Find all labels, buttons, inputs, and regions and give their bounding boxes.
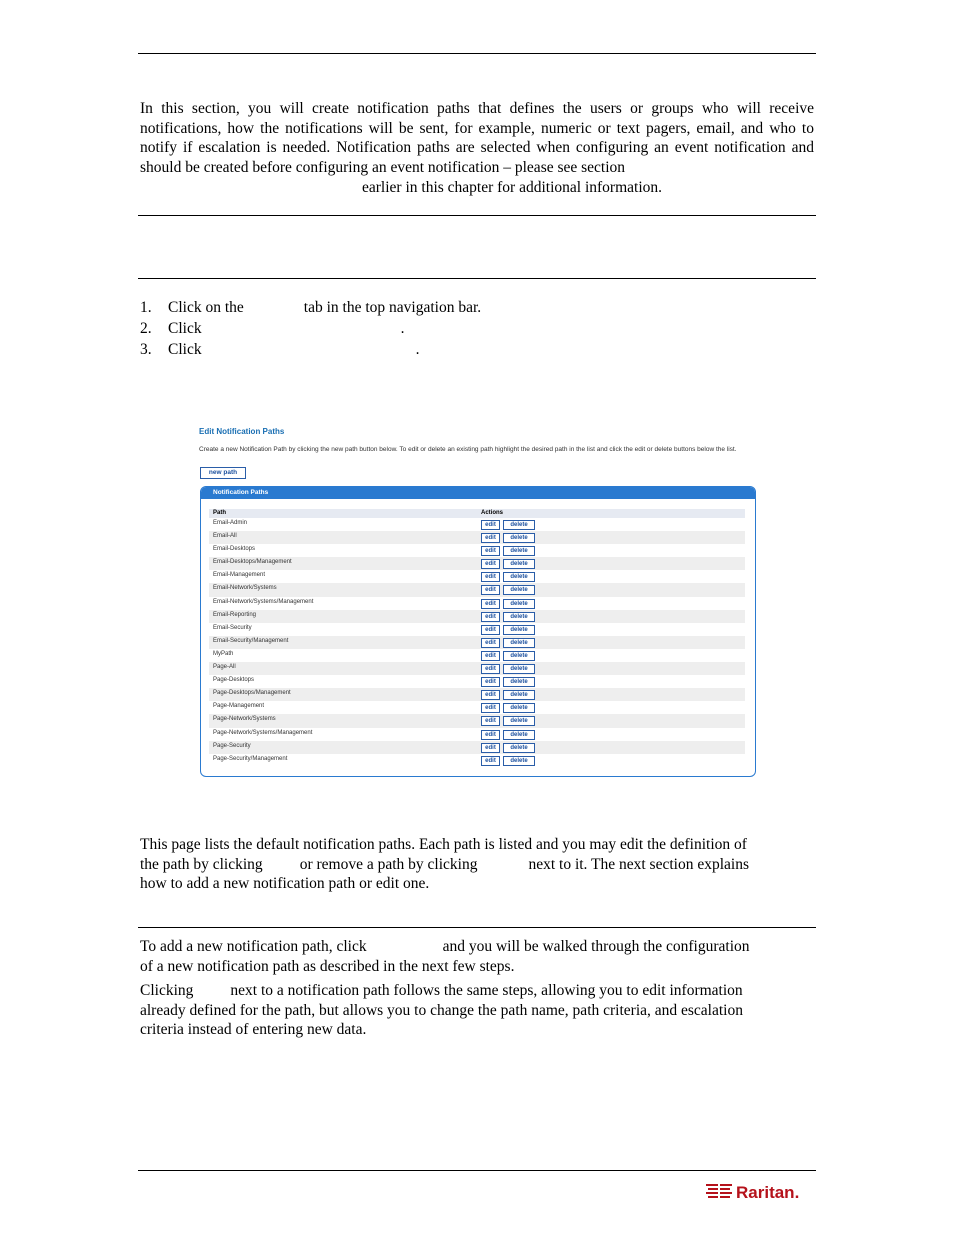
table-row[interactable]	[209, 623, 745, 636]
table-row[interactable]	[209, 714, 745, 727]
intro-text: In this section, you will create notification paths that defines the users or groups who will receive notifications, how the notifications will be sent, for example, numeric or text pagers, email, and who to notify if escalation is needed. Notification paths are selected when configuring an event notification and should be created before configuring an event notification – please see section	[140, 100, 814, 177]
top-rule	[138, 53, 816, 54]
panel-title: Notification Paths	[201, 487, 755, 499]
table-row[interactable]	[209, 597, 745, 610]
delete-button[interactable]: delete	[503, 585, 535, 595]
footer-rule	[138, 1170, 816, 1171]
delete-button[interactable]: delete	[503, 546, 535, 556]
edit-button[interactable]: edit	[481, 690, 500, 700]
raritan-logo	[706, 1180, 814, 1202]
delete-button[interactable]: delete	[503, 651, 535, 661]
step-1: 1. Click on the tab in the top navigation bar.	[140, 299, 482, 316]
step-3: 3. Click .	[140, 341, 420, 358]
delete-button[interactable]: delete	[503, 612, 535, 622]
delete-button[interactable]: delete	[503, 520, 535, 530]
screenshot-title: Edit Notification Paths	[199, 427, 285, 436]
table-row[interactable]	[209, 701, 745, 714]
new-path-button[interactable]: new path	[200, 467, 246, 479]
path-name: Email-Admin	[213, 520, 248, 526]
delete-button[interactable]: delete	[503, 572, 535, 582]
delete-button[interactable]: delete	[503, 716, 535, 726]
table-row[interactable]	[209, 544, 745, 557]
path-name: Page-Management	[213, 703, 265, 710]
edit-button[interactable]: edit	[481, 756, 500, 766]
path-name: Page-Network/Systems/Management	[213, 729, 313, 736]
path-name: Email-Management	[213, 572, 266, 579]
path-name: Page-Security/Management	[213, 755, 288, 762]
table-row[interactable]	[209, 636, 745, 649]
edit-button[interactable]: edit	[481, 612, 500, 622]
path-name: Email-Desktops	[213, 546, 256, 553]
path-name: Page-Desktops/Management	[213, 690, 291, 697]
table-row[interactable]	[209, 728, 745, 741]
delete-button[interactable]: delete	[503, 743, 535, 753]
delete-button[interactable]: delete	[503, 756, 535, 766]
edit-button[interactable]: edit	[481, 520, 500, 530]
edit-button[interactable]: edit	[481, 638, 500, 648]
section-rule-3	[138, 927, 816, 928]
path-name: Email-Security/Management	[213, 637, 289, 644]
edit-button[interactable]: edit	[481, 743, 500, 753]
edit-button[interactable]: edit	[481, 664, 500, 674]
edit-button[interactable]: edit	[481, 559, 500, 569]
intro-end-text: earlier in this chapter for additional information.	[362, 178, 662, 196]
paths-table	[209, 518, 745, 767]
body-paragraph-1: This page lists the default notification paths. Each path is listed and you may edit the definition of the path by clicking or remove a path by clicking next to it. The next section explains how to add a new notification path or edit one.	[140, 836, 749, 893]
delete-button[interactable]: delete	[503, 625, 535, 635]
delete-button[interactable]: delete	[503, 730, 535, 740]
step-2: 2. Click .	[140, 320, 405, 337]
delete-button[interactable]: delete	[503, 599, 535, 609]
section-rule-2	[138, 278, 816, 279]
column-actions: Actions	[481, 510, 504, 516]
path-name: Email-Desktops/Management	[213, 559, 292, 566]
edit-button[interactable]: edit	[481, 625, 500, 635]
path-name: Page-Network/Systems	[213, 716, 276, 723]
edit-button[interactable]: edit	[481, 572, 500, 582]
table-row[interactable]	[209, 570, 745, 583]
path-name: Page-Desktops	[213, 677, 255, 684]
steps-list	[140, 297, 481, 360]
edit-button[interactable]: edit	[481, 716, 500, 726]
table-row[interactable]	[209, 662, 745, 675]
section-rule-1	[138, 215, 816, 216]
table-row[interactable]	[209, 649, 745, 662]
table-row[interactable]	[209, 583, 745, 596]
notification-paths-panel	[200, 486, 756, 777]
logo-wordmark: Raritan.	[736, 1183, 800, 1202]
path-name: Email-Network/Systems	[213, 585, 277, 592]
delete-button[interactable]: delete	[503, 638, 535, 648]
table-row[interactable]	[209, 557, 745, 570]
table-row[interactable]	[209, 518, 745, 531]
column-path: Path	[213, 510, 227, 516]
path-name: Email-Network/Systems/Management	[213, 598, 314, 605]
edit-button[interactable]: edit	[481, 546, 500, 556]
table-row[interactable]	[209, 675, 745, 688]
edit-button[interactable]: edit	[481, 677, 500, 687]
intro-paragraph	[140, 99, 814, 198]
body-paragraph-2: To add a new notification path, click and you will be walked through the configuration of a new notification path as described in the next few steps.	[140, 938, 750, 975]
notification-paths-screenshot	[197, 424, 759, 780]
table-header	[209, 509, 745, 518]
table-row[interactable]	[209, 610, 745, 623]
delete-button[interactable]: delete	[503, 559, 535, 569]
table-row[interactable]	[209, 754, 745, 767]
body-paragraph-3: Clicking next to a notification path follows the same steps, allowing you to edit information already defined for the path, but allows you to change the path name, path criteria, and escalation criteria instead of entering new data.	[140, 982, 743, 1039]
edit-button[interactable]: edit	[481, 651, 500, 661]
table-row[interactable]	[209, 741, 745, 754]
path-name: Email-Reporting	[213, 611, 257, 618]
delete-button[interactable]: delete	[503, 677, 535, 687]
delete-button[interactable]: delete	[503, 690, 535, 700]
delete-button[interactable]: delete	[503, 703, 535, 713]
delete-button[interactable]: delete	[503, 664, 535, 674]
table-row[interactable]	[209, 531, 745, 544]
path-name: MyPath	[213, 650, 234, 657]
path-name: Page-All	[213, 664, 236, 671]
edit-button[interactable]: edit	[481, 533, 500, 543]
edit-button[interactable]: edit	[481, 599, 500, 609]
edit-button[interactable]: edit	[481, 730, 500, 740]
edit-button[interactable]: edit	[481, 585, 500, 595]
edit-button[interactable]: edit	[481, 703, 500, 713]
table-row[interactable]	[209, 688, 745, 701]
path-name: Page-Security	[213, 742, 251, 749]
path-name: Email-Security	[213, 624, 252, 631]
path-name: Email-All	[213, 533, 237, 540]
delete-button[interactable]: delete	[503, 533, 535, 543]
screenshot-description: Create a new Notification Path by clicking the new path button below. To edit or delete an existing path highlight the desired path in the list and click the edit or delete buttons below the list.	[199, 446, 737, 453]
